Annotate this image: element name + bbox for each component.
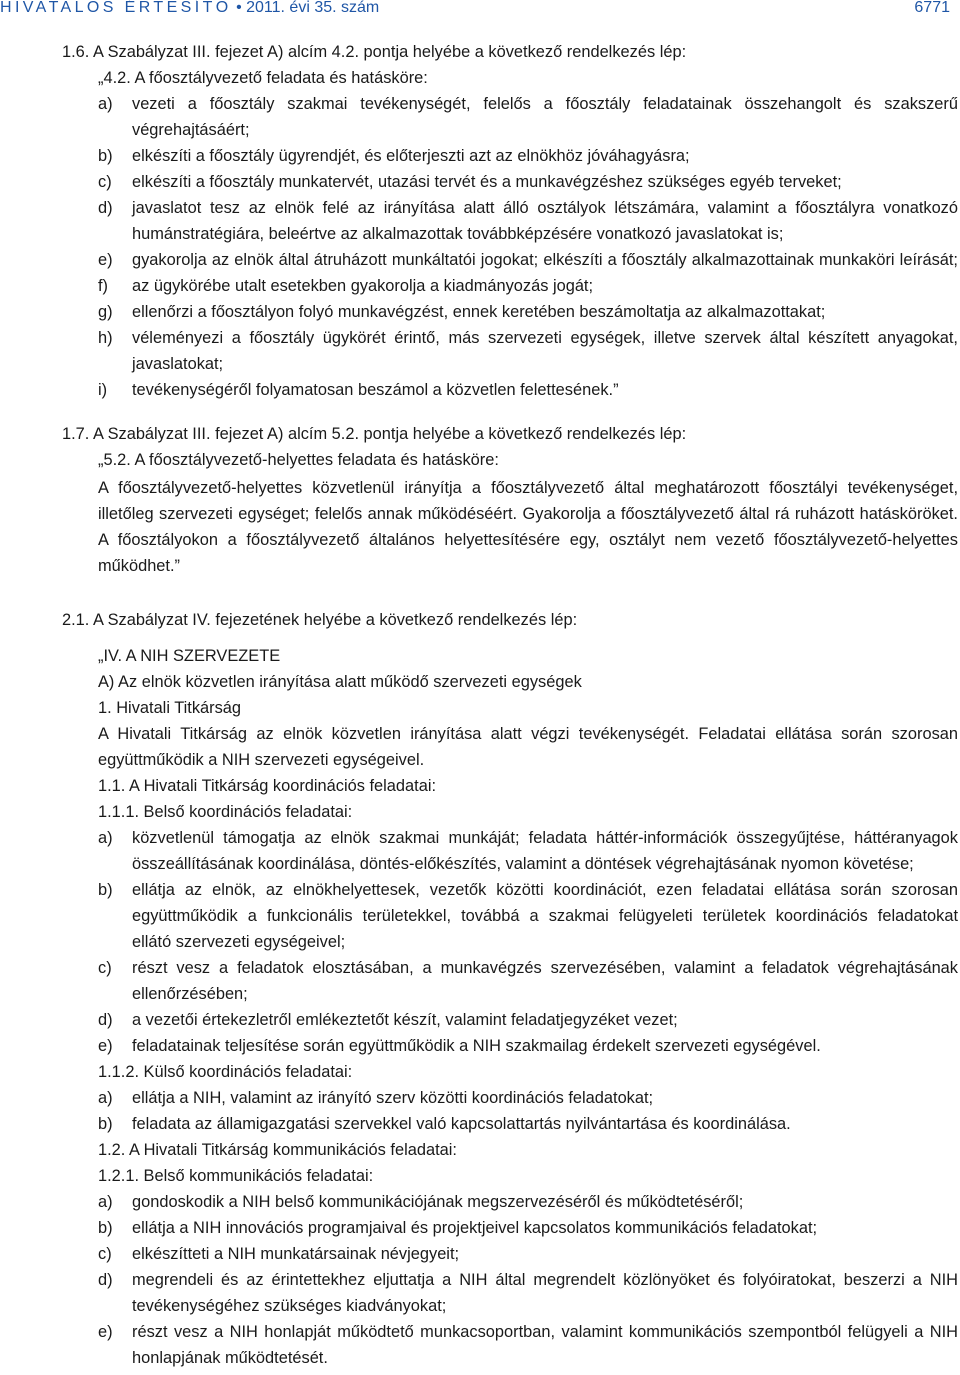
text-line: végrehajtásáért; (132, 121, 250, 139)
text-line: A Hivatali Titkárság az elnök közvetlen irányítása alatt végzi tevékenységét. Feladatai ellátása során szorosan (98, 725, 958, 743)
list-item-text: részt vesz a feladatok elosztásában, a munkavégzés szervezésében, valamint a feladatok végrehajtásának (132, 959, 958, 977)
text-line: illetőleg szervezeti egységet; felelős annak működéséért. Gyakorolja a főosztályvezető által rá ruházott hatásköröket. (98, 505, 958, 523)
list-item-text: részt vesz a NIH honlapját működtető munkacsoportban, valamint kommunikációs szempontból felügyeli a NIH (132, 1323, 958, 1341)
issue-number: 2011. évi 35. szám (246, 0, 380, 16)
list-item-text: közvetlenül támogatja az elnök szakmai munkáját; feladata háttér-információk összegyűjtése, háttéranyagok (132, 829, 958, 847)
page-number: 6771 (914, 0, 950, 16)
text-line: együttműködik a funkcionális területekkel, továbbá a szakmai felügyeleti területek koordinációs feladatokat (132, 907, 958, 925)
list-item-text: feladatainak teljesítése során együttműködik a NIH szakmailag érdekelt szervezeti egységével. (132, 1037, 821, 1055)
list-item-text: vezeti a főosztály szakmai tevékenységét, felelős a főosztály feladatainak összehangolt és szakszerű (132, 95, 958, 113)
list-item-label: a) (98, 1193, 113, 1211)
text-line: A) Az elnök közvetlen irányítása alatt működő szervezeti egységek (98, 673, 582, 691)
list-item-text: feladata az államigazgatási szervekkel való kapcsolattartás nyilvántartása és koordinálása. (132, 1115, 791, 1133)
list-item-label: a) (98, 829, 113, 847)
text-line: 2.1. A Szabályzat IV. fejezetének helyébe a következő rendelkezés lép: (62, 611, 578, 629)
text-line: 1.1. A Hivatali Titkárság koordinációs feladatai: (98, 777, 437, 795)
list-item-label: d) (98, 1271, 113, 1289)
list-item-label: e) (98, 1323, 113, 1341)
list-item-text: elkészíti a főosztály munkatervét, utazási tervét és a munkavégzéshez szükséges egyéb terveket; (132, 173, 842, 191)
header-bullet: • (236, 0, 242, 16)
list-item-label: h) (98, 329, 113, 347)
list-item-text: ellátja az elnök, az elnökhelyettesek, vezetők közötti koordinációt, ezen feladatai ellátása során szorosan (132, 881, 958, 899)
text-line: humánstratégiára, beleértve az alkalmazottak továbbképzésére vonatkozó javaslatokat is; (132, 225, 784, 243)
text-line: „IV. A NIH SZERVEZETE (98, 647, 281, 665)
list-item-label: b) (98, 147, 113, 165)
list-item-text: megrendeli és az érintettekhez eljuttatja a NIH által megrendelt közlönyöket és folyóiratokat, beszerzi a NIH (132, 1271, 958, 1289)
list-item-label: b) (98, 1115, 113, 1133)
list-item-text: ellenőrzi a főosztályon folyó munkavégzést, ennek keretében beszámoltatja az alkalmazottakat; (132, 303, 826, 321)
list-item-text: az ügykörébe utalt esetekben gyakorolja a kiadmányozás jogát; (132, 277, 594, 295)
text-line: A főosztályokon a főosztályvezető általános helyettesítésére egy, osztályt nem vezető főosztályvezető-helyettes (98, 531, 958, 549)
text-line: 1.2. A Hivatali Titkárság kommunikációs feladatai: (98, 1141, 457, 1159)
list-item-label: a) (98, 95, 113, 113)
text-line: 1.1.2. Külső koordinációs feladatai: (98, 1063, 353, 1081)
list-item-text: gyakorolja az elnök által átruházott munkáltatói jogokat; elkészíti a főosztály alkalmazottainak munkaköri leírását; (132, 251, 958, 269)
list-item-text: javaslatot tesz az elnök felé az irányítása alatt álló osztályok létszámára, valamint a főosztályra vonatkozó (132, 199, 958, 217)
list-item-label: c) (98, 173, 112, 191)
text-line: 1. Hivatali Titkárság (98, 699, 242, 717)
list-item-text: véleményezi a főosztály ügykörét érintő, más szervezeti egységek, illetve szervek által készített anyagokat, (132, 329, 958, 347)
list-item-label: e) (98, 1037, 113, 1055)
list-item-text: ellátja a NIH, valamint az irányító szerv közötti koordinációs feladatokat; (132, 1089, 654, 1107)
text-line: „5.2. A főosztályvezető-helyettes feladata és hatásköre: (98, 451, 499, 469)
list-item-text: a vezetői értekezletről emlékeztetőt készít, valamint feladatjegyzéket vezet; (132, 1011, 678, 1029)
text-line: együttműködik a NIH szervezeti egységeivel. (98, 751, 425, 769)
text-line: honlapjának működtetését. (132, 1349, 328, 1367)
list-item-text: ellátja a NIH innovációs programjaival és projektjeivel kapcsolatos kommunikációs feladatokat; (132, 1219, 818, 1237)
text-line: 1.1.1. Belső koordinációs feladatai: (98, 803, 353, 821)
text-line: összeállításának koordinálása, döntés-előkészítés, valamint a döntések végrehajtásának nyomon követése; (132, 855, 914, 873)
list-item-label: g) (98, 303, 113, 321)
header-left (0, 0, 379, 17)
text-line: tevékenységéhez szükséges kiadványokat; (132, 1297, 447, 1315)
list-item-label: b) (98, 1219, 113, 1237)
list-item-label: a) (98, 1089, 113, 1107)
list-item-label: c) (98, 1245, 112, 1263)
list-item-text: gondoskodik a NIH belső kommunikációjának megszervezéséről és működtetéséről; (132, 1193, 744, 1211)
list-item-text: elkészítteti a NIH munkatársainak névjegyeit; (132, 1245, 460, 1263)
text-line: A főosztályvezető-helyettes közvetlenül irányítja a főosztályvezető által meghatározott főosztályi tevékenységet, (98, 479, 958, 497)
text-line: működhet.” (98, 557, 180, 575)
text-line: 1.6. A Szabályzat III. fejezet A) alcím 4.2. pontja helyébe a következő rendelkezés lép: (62, 43, 687, 61)
list-item-text: elkészíti a főosztály ügyrendjét, és előterjeszti azt az elnökhöz jóváhagyásra; (132, 147, 690, 165)
text-line: ellátó szervezeti egységeivel; (132, 933, 346, 951)
list-item-label: d) (98, 1011, 113, 1029)
list-item-text: tevékenységéről folyamatosan beszámol a közvetlen felettesének.” (132, 381, 619, 399)
text-line: „4.2. A főosztályvezető feladata és hatásköre: (98, 69, 428, 87)
text-line: javaslatokat; (132, 355, 224, 373)
list-item-label: c) (98, 959, 112, 977)
list-item-label: d) (98, 199, 113, 217)
page-header (0, 0, 960, 20)
list-item-label: i) (98, 381, 108, 399)
text-line: 1.7. A Szabályzat III. fejezet A) alcím 5.2. pontja helyébe a következő rendelkezés lép: (62, 425, 687, 443)
text-line: 1.2.1. Belső kommunikációs feladatai: (98, 1167, 374, 1185)
list-item-label: e) (98, 251, 113, 269)
journal-title: HIVATALOS ÉRTESÍTŐ (0, 0, 232, 16)
list-item-label: f) (98, 277, 109, 295)
list-item-label: b) (98, 881, 113, 899)
text-line: ellenőrzésében; (132, 985, 248, 1003)
